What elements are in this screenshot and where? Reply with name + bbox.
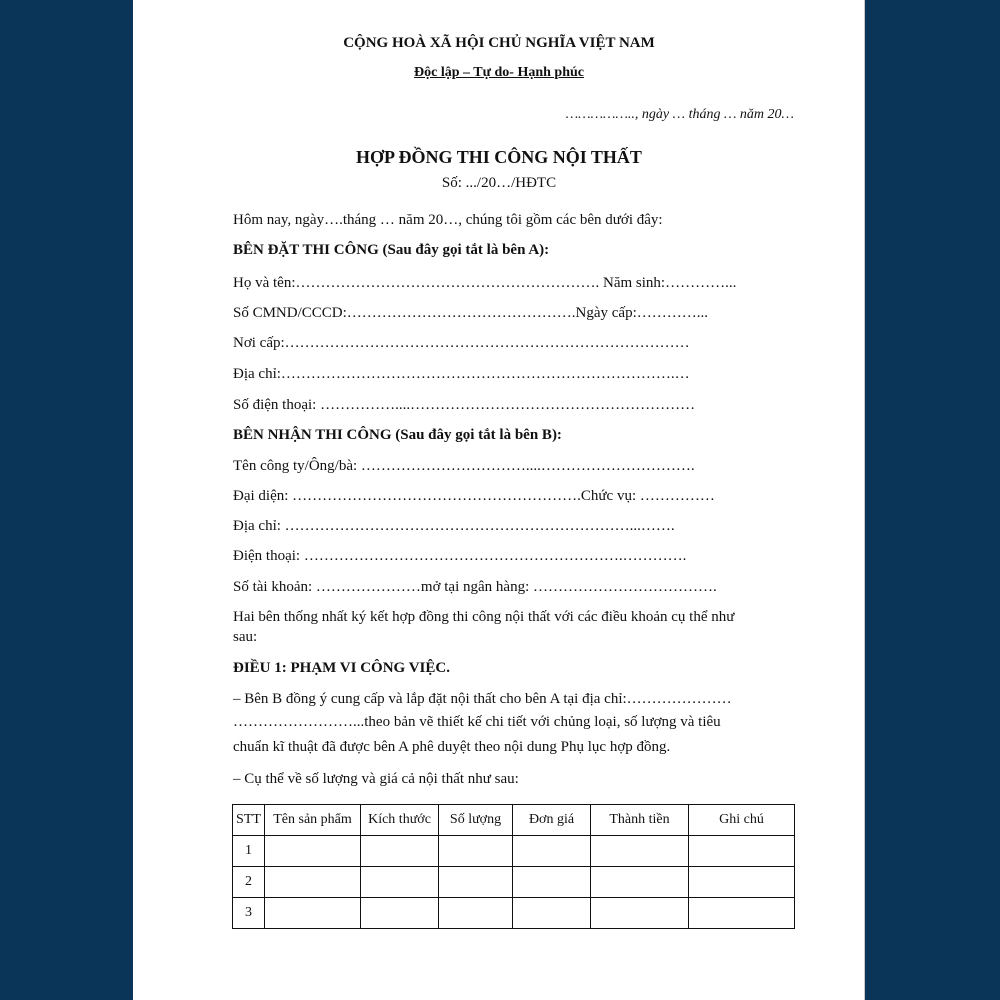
table-cell [439, 836, 513, 867]
table-cell [689, 898, 795, 929]
party-a-phone-line: Số điện thoại: ……………....………………………………………………… [233, 397, 696, 413]
motto: Độc lập – Tự do- Hạnh phúc [414, 65, 584, 80]
table-cell [361, 867, 439, 898]
table-header-row [233, 805, 795, 836]
contract-number: Số: .../20…/HĐTC [441, 175, 557, 191]
date-line: …………….., ngày … tháng … năm 20… [565, 107, 794, 122]
party-b-address-line: Địa chỉ: ……………………………………………………………...……. [233, 518, 675, 534]
document-page [133, 0, 865, 1000]
table-cell [361, 836, 439, 867]
party-b-bank-line: Số tài khoản: …………………mở tại ngân hàng: ………………………………. [233, 579, 717, 595]
party-b-company-line: Tên công ty/Ông/bà: ……………………………....…………………………. [233, 458, 695, 474]
table-cell [689, 836, 795, 867]
agreement-line-2: sau: [233, 629, 258, 645]
table-cell-stt: 1 [233, 836, 265, 867]
article-1-quantity-line: – Cụ thể về số lượng và giá cả nội thất như sau: [233, 771, 519, 787]
items-table [232, 804, 795, 929]
table-cell [265, 898, 361, 929]
table-cell [361, 898, 439, 929]
agreement-line-1: Hai bên thống nhất ký kết hợp đồng thi công nội thất với các điều khoản cụ thể như [233, 609, 735, 625]
table-cell [689, 867, 795, 898]
article-1-paragraph-line-2: ……………………...theo bản vẽ thiết kế chi tiết với chủng loại, số lượng và tiêu [233, 714, 721, 730]
table-cell-stt: 3 [233, 898, 265, 929]
table-cell [265, 836, 361, 867]
column-header-unit-price: Đơn giá [513, 805, 591, 836]
article-1-paragraph-line-3: chuẩn kĩ thuật đã được bên A phê duyệt theo nội dung Phụ lục hợp đồng. [233, 739, 671, 755]
party-b-heading: BÊN NHẬN THI CÔNG (Sau đây gọi tắt là bên B): [233, 427, 562, 443]
column-header-dimensions: Kích thước [361, 805, 439, 836]
party-a-heading: BÊN ĐẶT THI CÔNG (Sau đây gọi tắt là bên A): [233, 242, 550, 258]
column-header-stt: STT [233, 805, 265, 836]
table-cell [513, 836, 591, 867]
article-1-heading: ĐIỀU 1: PHẠM VI CÔNG VIỆC. [233, 660, 450, 676]
party-a-address-line: Địa chỉ:…………………………………………………………………….… [233, 366, 690, 382]
country-heading: CỘNG HOÀ XÃ HỘI CHỦ NGHĨA VIỆT NAM [343, 35, 655, 51]
table-cell [591, 867, 689, 898]
table-cell [439, 898, 513, 929]
table-cell-stt: 2 [233, 867, 265, 898]
party-a-name-line: Họ và tên:……………………………………………………. Năm sinh:…………... [233, 275, 737, 291]
table-row [233, 836, 795, 867]
article-1-paragraph-line-1: – Bên B đồng ý cung cấp và lắp đặt nội thất cho bên A tại địa chỉ:………………… [233, 691, 732, 707]
table-row [233, 898, 795, 929]
intro-line: Hôm nay, ngày….tháng … năm 20…, chúng tôi gồm các bên dưới đây: [233, 212, 663, 228]
column-header-product-name: Tên sản phẩm [265, 805, 361, 836]
table-row [233, 867, 795, 898]
table-cell [265, 867, 361, 898]
party-b-representative-line: Đại diện: ………………………………………………….Chức vụ: …………… [233, 488, 715, 504]
table-cell [591, 836, 689, 867]
document-title: HỢP ĐỒNG THI CÔNG NỘI THẤT [356, 147, 642, 167]
column-header-quantity: Số lượng [439, 805, 513, 836]
column-header-notes: Ghi chú [689, 805, 795, 836]
column-header-amount: Thành tiền [591, 805, 689, 836]
party-b-phone-line: Điện thoại: ……………………………………………………….…………. [233, 548, 687, 564]
table-cell [591, 898, 689, 929]
table-cell [513, 898, 591, 929]
party-a-issue-place-line: Nơi cấp:……………………………………………………………………… [233, 335, 690, 351]
party-a-id-line: Số CMND/CCCD:……………………………………….Ngày cấp:…………... [233, 305, 709, 321]
table-cell [439, 867, 513, 898]
table-cell [513, 867, 591, 898]
